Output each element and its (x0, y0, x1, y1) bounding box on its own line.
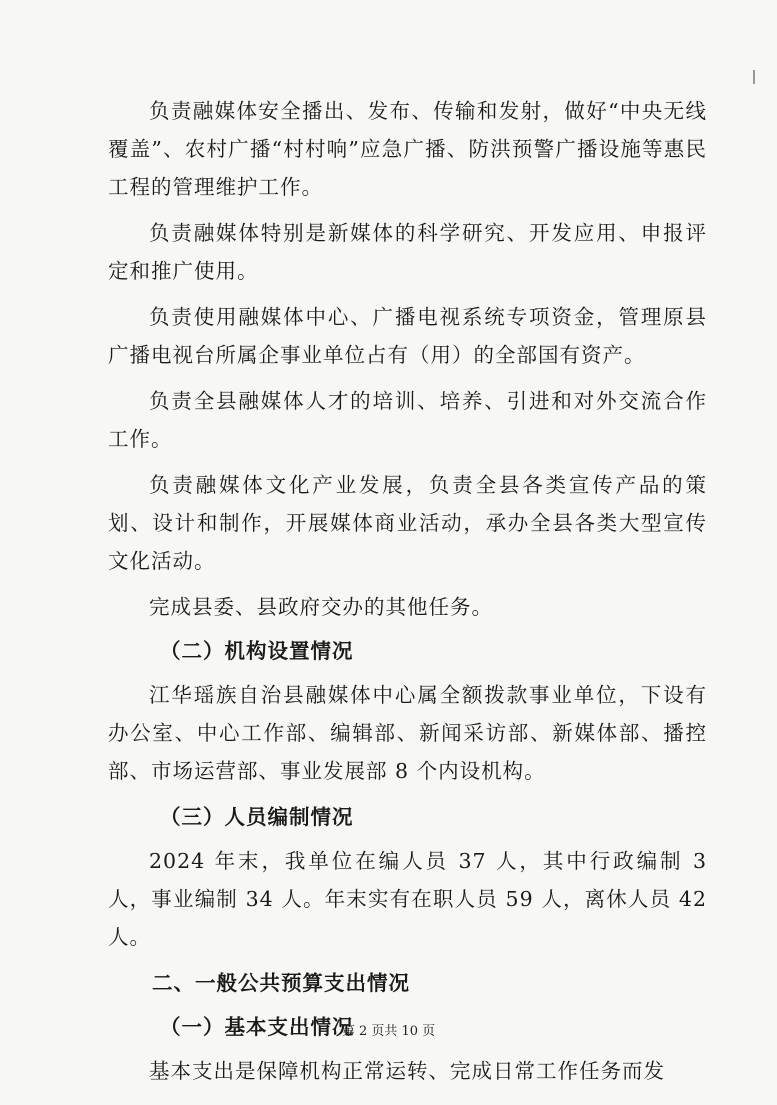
paragraph-talent-training: 负责全县融媒体人才的培训、培养、引进和对外交流合作工作。 (108, 389, 707, 451)
section-heading-budget-expenditure: 二、一般公共预算支出情况 (152, 971, 410, 995)
paragraph-staffing: 2024 年末，我单位在编人员 37 人，其中行政编制 3 人，事业编制 34 人。年末实有在职人员 59 人，离休人员 42 人。 (108, 849, 707, 949)
paragraph-org-setup: 江华瑶族自治县融媒体中心属全额拨款事业单位，下设有办公室、中心工作部、编辑部、新闻采访部、新媒体部、播控部、市场运营部、事业发展部 8 个内设机构。 (108, 683, 707, 783)
section-heading-basic-expenditure: （一）基本支出情况 (160, 1015, 354, 1039)
scan-edge-mark (753, 70, 755, 84)
page-number-footer: 第 2 页共 10 页 (341, 1024, 436, 1039)
paragraph-basic-expenditure: 基本支出是保障机构正常运转、完成日常工作任务而发 (149, 1059, 665, 1083)
paragraph-special-funds: 负责使用融媒体中心、广播电视系统专项资金，管理原县广播电视台所属企事业单位占有（用）的全部国有资产。 (108, 305, 707, 367)
section-heading-org-setup: （二）机构设置情况 (160, 639, 354, 663)
section-heading-staffing: （三）人员编制情况 (160, 805, 354, 829)
paragraph-broadcast-safety: 负责融媒体安全播出、发布、传输和发射，做好“中央无线覆盖”、农村广播“村村响”应急广播、防洪预警广播设施等惠民工程的管理维护工作。 (108, 99, 707, 199)
paragraph-cultural-industry: 负责融媒体文化产业发展，负责全县各类宣传产品的策划、设计和制作，开展媒体商业活动，承办全县各类大型宣传文化活动。 (108, 473, 707, 573)
paragraph-new-media-research: 负责融媒体特别是新媒体的科学研究、开发应用、申报评定和推广使用。 (108, 221, 707, 283)
paragraph-other-tasks: 完成县委、县政府交办的其他任务。 (149, 595, 493, 619)
